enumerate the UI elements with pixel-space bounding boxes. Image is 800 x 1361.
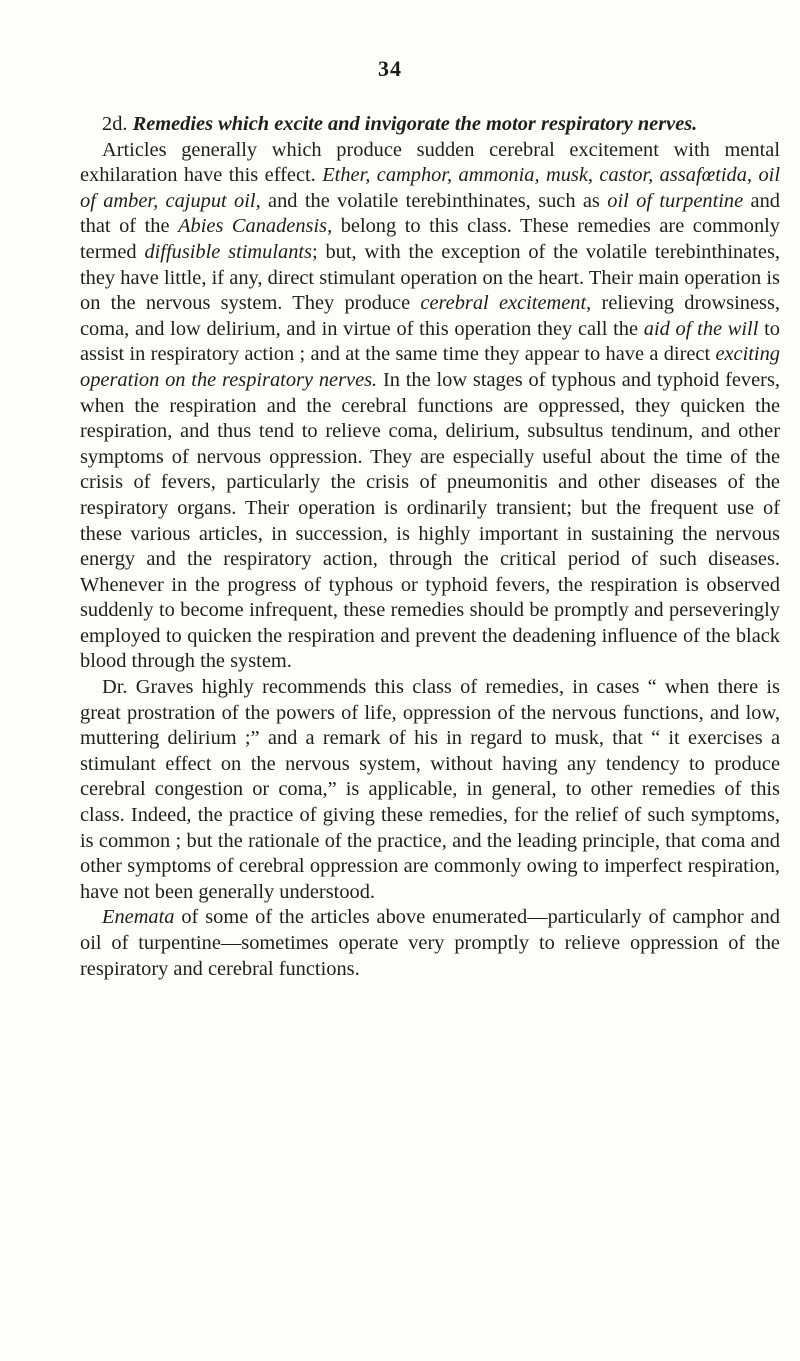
section-title: Remedies which excite and invigorate the motor respiratory nerves. (132, 113, 698, 135)
enemata-term: Enemata (102, 906, 175, 929)
paragraph-graves: Dr. Graves highly recommends this class of remedies, in cases “ when there is great prostration of the powers of life, oppression of the nervous functions, and low, muttering delirium ;” and a remark of his in regard to musk, that “ it exercises a stimulant effect on the nervous system, without having any tendency to produce cerebral congestion or coma,” is applicable, in general, to other remedies of this class. Indeed, the practice of giving these remedies, for the relief of such symptoms, is common ; but the rationale of the practice, and the leading principle, that coma and other symptoms of cerebral oppression are commonly owing to imperfect respiration, have not been generally understood. (80, 676, 780, 903)
paragraph-enemata: Enemata of some of the articles above enumerated—particularly of camphor and oil of turpentine—sometimes operate very promptly to relieve oppression of the respiratory and cerebral functions. (80, 906, 780, 980)
page-number: 34 (378, 56, 402, 81)
remedy-list: Ether, camphor, ammonia, musk, castor, assafœtida, oil of amber, cajuput oil, (80, 164, 780, 212)
section-heading (80, 112, 780, 138)
body-text (80, 112, 780, 982)
section-label: 2d. (102, 113, 128, 135)
paragraph-stimulants: Articles generally which produce sudden cerebral excitement with mental exhilaration have this effect. Ether, camphor, ammonia, musk, castor, assafœtida, oil of amber, cajuput oil, and the volatile terebinthinates, such as oil of turpentine and that of the Abies Canadensis, belong to this class. These remedies are commonly termed diffusible stimulants; but, with the exception of the volatile terebinthinates, they have little, if any, direct stimulant operation on the heart. Their main operation is on the nervous system. They produce cerebral excitement, relieving drowsiness, coma, and low delirium, and in virtue of this operation they call the aid of the will to assist in respiratory action ; and at the same time they appear to have a direct exciting operation on the respiratory nerves. In the low stages of typhous and typhoid fevers, when the respiration and the cerebral functions are oppressed, they quicken the respiration, and thus tend to relieve coma, delirium, subsultus tendinum, and other symptoms of nervous oppression. They are especially useful about the time of the crisis of fevers, particularly the crisis of pneumonitis and other diseases of the respiratory organs. Their operation is ordinarily transient; but the frequent use of these various articles, in succession, is highly important in sustaining the nervous energy and the respiratory action, through the critical period of such diseases. Whenever in the progress of typhous or typhoid fevers, the respiration is observed suddenly to become infrequent, these remedies should be promptly and perseveringly employed to quicken the respiration and prevent the deadening influence of the black blood through the system. (80, 138, 780, 673)
